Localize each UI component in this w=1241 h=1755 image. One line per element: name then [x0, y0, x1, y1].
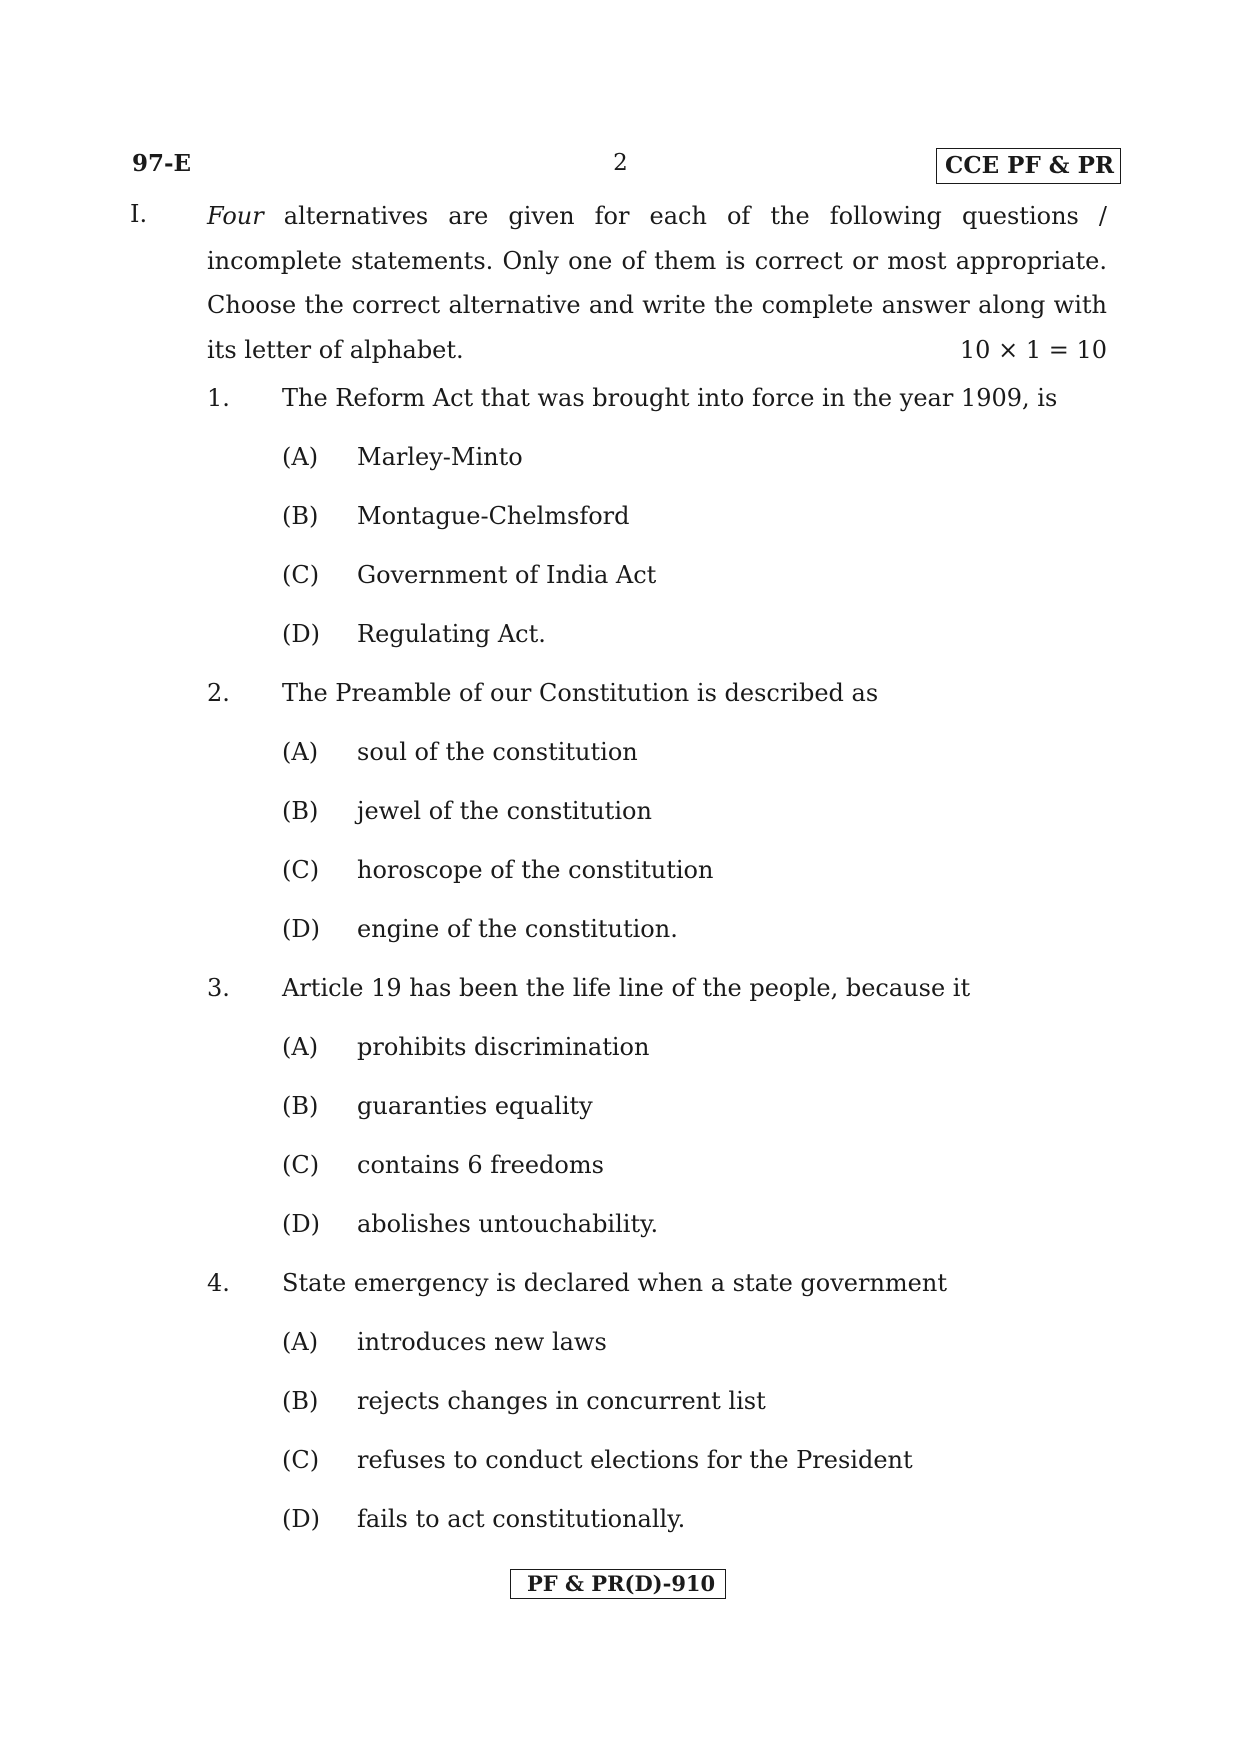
option-text: fails to act constitutionally.: [357, 1505, 686, 1533]
option-letter: (D): [282, 915, 320, 943]
option-letter: (B): [282, 797, 319, 825]
instruction-italic-word: Four: [207, 202, 264, 230]
option-text: Marley-Minto: [357, 443, 523, 471]
question-number: 3.: [207, 974, 230, 1002]
question-item: [207, 974, 1107, 1269]
option-letter: (A): [282, 1033, 319, 1061]
option-letter: (B): [282, 1387, 319, 1415]
option-row: [207, 1387, 1107, 1446]
question-row: [207, 384, 1107, 443]
question-item: [207, 1269, 1107, 1564]
option-letter: (A): [282, 738, 319, 766]
option-row: [207, 797, 1107, 856]
question-row: [207, 679, 1107, 738]
option-text: Montague-Chelmsford: [357, 502, 630, 530]
option-letter: (A): [282, 1328, 319, 1356]
option-text: soul of the constitution: [357, 738, 638, 766]
option-letter: (D): [282, 620, 320, 648]
option-text: Regulating Act.: [357, 620, 546, 648]
instruction-body: [207, 194, 1107, 328]
instruction-last-line: [207, 328, 1107, 373]
option-row: [207, 1151, 1107, 1210]
option-text: introduces new laws: [357, 1328, 607, 1356]
option-row: [207, 1446, 1107, 1505]
option-letter: (B): [282, 1092, 319, 1120]
question-list: [207, 384, 1107, 1564]
paper-code: 97-E: [132, 150, 192, 177]
question-number: 4.: [207, 1269, 230, 1297]
option-text: guaranties equality: [357, 1092, 593, 1120]
option-text: prohibits discrimination: [357, 1033, 650, 1061]
option-letter: (A): [282, 443, 319, 471]
instruction-text: alternatives are given for each of the following questions / incomplete statements. Only one of them is correct or most appropriate. Choose the correct alternative and write the complete answer along with: [207, 202, 1107, 319]
question-number: 2.: [207, 679, 230, 707]
option-row: [207, 620, 1107, 679]
question-text: State emergency is declared when a state government: [282, 1269, 947, 1297]
option-row: [207, 1092, 1107, 1151]
option-text: horoscope of the constitution: [357, 856, 714, 884]
question-text: Article 19 has been the life line of the people, because it: [282, 974, 971, 1002]
option-row: [207, 915, 1107, 974]
question-text: The Reform Act that was brought into force in the year 1909, is: [282, 384, 1058, 412]
option-text: refuses to conduct elections for the President: [357, 1446, 913, 1474]
option-row: [207, 1505, 1107, 1564]
option-text: Government of India Act: [357, 561, 657, 589]
footer-code-box: PF & PR(D)-910: [510, 1569, 726, 1599]
page-number: 2: [613, 150, 628, 176]
option-letter: (D): [282, 1505, 320, 1533]
question-item: [207, 679, 1107, 974]
question-row: [207, 1269, 1107, 1328]
option-row: [207, 1033, 1107, 1092]
option-text: abolishes untouchability.: [357, 1210, 659, 1238]
section-number: I.: [130, 200, 148, 228]
instruction-last: its letter of alphabet.: [207, 335, 464, 364]
option-row: [207, 1210, 1107, 1269]
option-row: [207, 1328, 1107, 1387]
option-text: jewel of the constitution: [357, 797, 652, 825]
option-text: rejects changes in concurrent list: [357, 1387, 766, 1415]
option-letter: (C): [282, 561, 320, 589]
section-instructions: [207, 194, 1107, 372]
option-letter: (D): [282, 1210, 320, 1238]
subject-code-box: CCE PF & PR: [936, 148, 1121, 184]
option-letter: (B): [282, 502, 319, 530]
marks-allocation: 10 × 1 = 10: [959, 335, 1107, 364]
option-row: [207, 738, 1107, 797]
option-row: [207, 502, 1107, 561]
option-text: contains 6 freedoms: [357, 1151, 604, 1179]
option-letter: (C): [282, 1151, 320, 1179]
question-row: [207, 974, 1107, 1033]
option-row: [207, 443, 1107, 502]
option-row: [207, 856, 1107, 915]
option-row: [207, 561, 1107, 620]
option-letter: (C): [282, 856, 320, 884]
question-text: The Preamble of our Constitution is described as: [282, 679, 879, 707]
option-letter: (C): [282, 1446, 320, 1474]
question-item: [207, 384, 1107, 679]
question-number: 1.: [207, 384, 230, 412]
option-text: engine of the constitution.: [357, 915, 678, 943]
